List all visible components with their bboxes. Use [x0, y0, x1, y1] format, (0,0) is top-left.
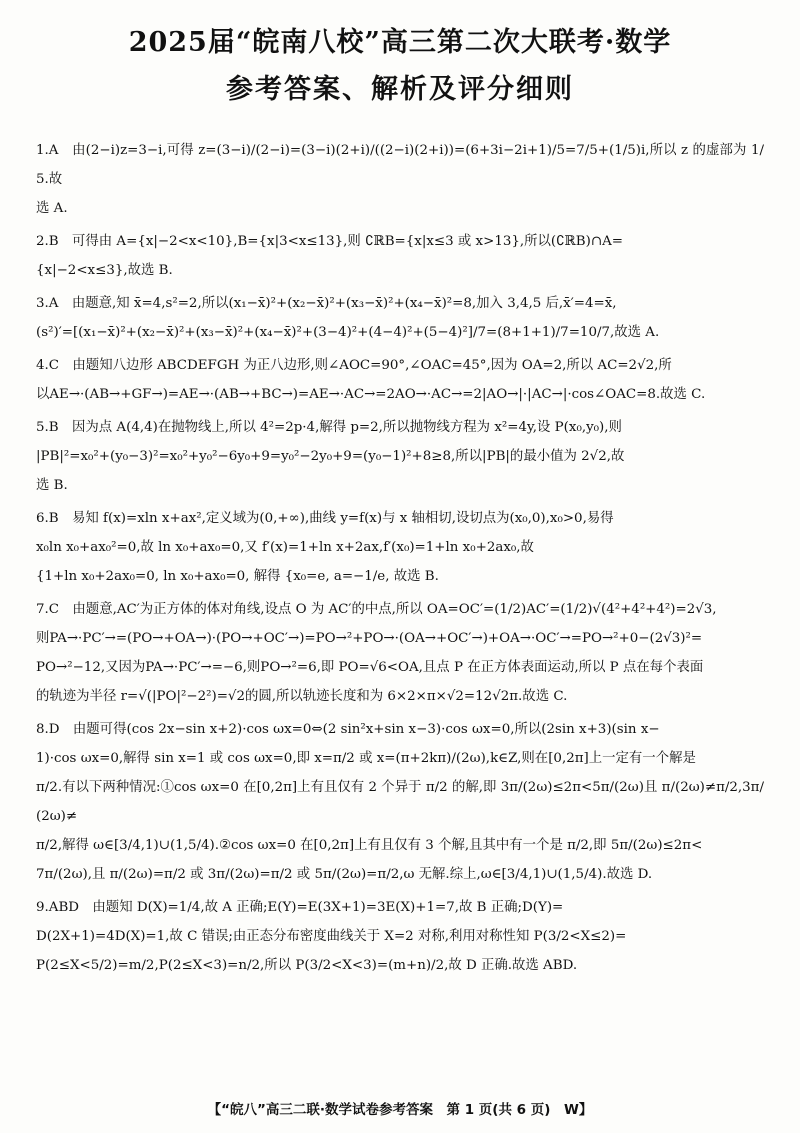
question-line: PO→²−12,又因为PA→·PC′→=−6,则PO→²=6,即 PO=√6<OA,且点 P 在正方体表面运动,所以 P 点在每个表面 — [36, 660, 704, 675]
question-line: |PB|²=x₀²+(y₀−3)²=x₀²+y₀²−6y₀+9=y₀²−2y₀+9=(y₀−1)²+8≥8,所以|PB|的最小值为 2√2,故 — [36, 449, 625, 464]
question-9 — [36, 893, 764, 980]
document-subtitle: 参考答案、解析及评分细则 — [226, 74, 574, 105]
question-line: {1+ln x₀+2ax₀=0, ln x₀+ax₀=0, 解得 {x₀=e, a=−1/e, 故选 B. — [36, 569, 439, 584]
question-line: 5.B 因为点 A(4,4)在抛物线上,所以 4²=2p·4,解得 p=2,所以抛物线方程为 x²=4y,设 P(x₀,y₀),则 — [36, 420, 622, 435]
question-line: π/2.有以下两种情况:①cos ωx=0 在[0,2π]上有且仅有 2 个异于 π/2 的解,即 3π/(2ω)≤2π<5π/(2ω)且 π/(2ω)≠π/2,3π/(2ω)≠ — [36, 780, 764, 824]
questions-list — [36, 136, 764, 980]
question-line: 9.ABD 由题知 D(X)=1/4,故 A 正确;E(Y)=E(3X+1)=3E(X)+1=7,故 B 正确;D(Y)= — [36, 900, 564, 915]
question-7 — [36, 595, 764, 711]
question-line: 8.D 由题可得(cos 2x−sin x+2)·cos ωx=0⇔(2 sin²x+sin x−3)·cos ωx=0,所以(2sin x+3)(sin x− — [36, 722, 660, 737]
question-line: 7π/(2ω),且 π/(2ω)=π/2 或 3π/(2ω)=π/2 或 5π/(2ω)=π/2,ω 无解.综上,ω∈[3/4,1)∪(1,5/4).故选 D. — [36, 867, 653, 882]
question-4 — [36, 351, 764, 409]
question-line: 2.B 可得由 A={x|−2<x<10},B={x|3<x≤13},则 ∁ℝB={x|x≤3 或 x>13},所以(∁ℝB)∩A= — [36, 234, 623, 249]
question-line: x₀ln x₀+ax₀²=0,故 ln x₀+ax₀=0,又 f′(x)=1+ln x+2ax,f′(x₀)=1+ln x₀+2ax₀,故 — [36, 540, 534, 555]
page-footer: 【“皖八”高三二联·数学试卷参考答案 第 1 页(共 6 页) W】 — [207, 1102, 593, 1118]
question-line: 7.C 由题意,AC′为正方体的体对角线,设点 O 为 AC′的中点,所以 OA=OC′=(1/2)AC′=(1/2)√(4²+4²+4²)=2√3, — [36, 602, 717, 617]
question-line: 的轨迹为半径 r=√(|PO|²−2²)=√2的圆,所以轨迹长度和为 6×2×π×√2=12√2π.故选 C. — [36, 689, 568, 704]
question-line: 6.B 易知 f(x)=xln x+ax²,定义域为(0,+∞),曲线 y=f(x)与 x 轴相切,设切点为(x₀,0),x₀>0,易得 — [36, 511, 614, 526]
question-line: 选 B. — [36, 478, 68, 493]
question-3 — [36, 289, 764, 347]
document-title: 2025届“皖南八校”高三第二次大联考·数学 — [128, 27, 672, 58]
question-line: 1)·cos ωx=0,解得 sin x=1 或 cos ωx=0,即 x=π/2 或 x=(π+2kπ)/(2ω),k∈Z,则在[0,2π]上一定有一个解是 — [36, 751, 696, 766]
question-line: 则PA→·PC′→=(PO→+OA→)·(PO→+OC′→)=PO→²+PO→·(OA→+OC′→)+OA→·OC′→=PO→²+0−(2√3)²= — [36, 631, 703, 646]
question-line: 3.A 由题意,知 x̄=4,s²=2,所以(x₁−x̄)²+(x₂−x̄)²+(x₃−x̄)²+(x₄−x̄)²=8,加入 3,4,5 后,x̄′=4=x̄, — [36, 296, 617, 311]
question-8 — [36, 715, 764, 889]
question-6 — [36, 504, 764, 591]
question-line: 1.A 由(2−i)z=3−i,可得 z=(3−i)/(2−i)=(3−i)(2+i)/((2−i)(2+i))=(6+3i−2i+1)/5=7/5+(1/5)i,所以 z 的虚部为 1/5.故 — [36, 143, 764, 187]
question-5 — [36, 413, 764, 500]
question-line: π/2,解得 ω∈[3/4,1)∪(1,5/4).②cos ωx=0 在[0,2π]上有且仅有 3 个解,且其中有一个是 π/2,即 5π/(2ω)≤2π< — [36, 838, 703, 853]
question-line: 以AE→·(AB→+GF→)=AE→·(AB→+BC→)=AE→·AC→=2AO→·AC→=2|AO→|·|AC→|·cos∠OAC=8.故选 C. — [36, 387, 706, 402]
question-line: 选 A. — [36, 201, 68, 216]
question-line: P(2≤X<5/2)=m/2,P(2≤X<3)=n/2,所以 P(3/2<X<3)=(m+n)/2,故 D 正确.故选 ABD. — [36, 958, 578, 973]
question-line: (s²)′=[(x₁−x̄)²+(x₂−x̄)²+(x₃−x̄)²+(x₄−x̄)²+(3−4)²+(4−4)²+(5−4)²]/7=(8+1+1)/7=10/7,故选 A. — [36, 325, 660, 340]
question-line: 4.C 由题知八边形 ABCDEFGH 为正八边形,则∠AOC=90°,∠OAC=45°,因为 OA=2,所以 AC=2√2,所 — [36, 358, 672, 373]
question-line: D(2X+1)=4D(X)=1,故 C 错误;由正态分布密度曲线关于 X=2 对称,利用对称性知 P(3/2<X≤2)= — [36, 929, 627, 944]
question-1 — [36, 136, 764, 223]
question-line: {x|−2<x≤3},故选 B. — [36, 263, 173, 278]
question-2 — [36, 227, 764, 285]
